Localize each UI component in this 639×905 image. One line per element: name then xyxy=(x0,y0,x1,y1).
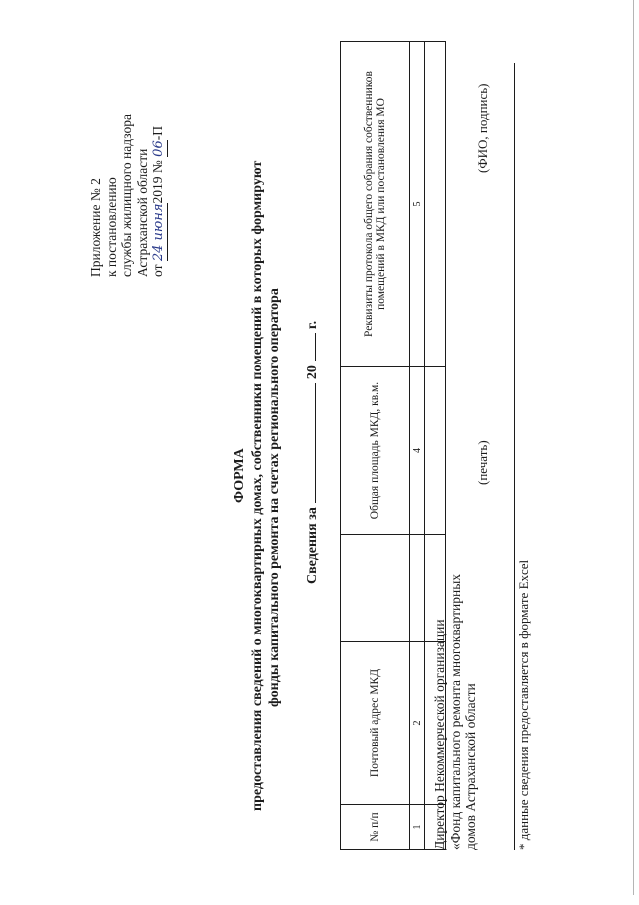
table-cell xyxy=(425,42,446,367)
table-header-row xyxy=(341,42,410,850)
table-cell xyxy=(425,367,446,535)
index-cell-2: 2 xyxy=(410,642,425,805)
period-line xyxy=(305,321,321,584)
form-subtitle-1: предоставления сведений о многоквартирных домах, собственники помещений в которых формируют xyxy=(250,160,265,811)
table-index-row xyxy=(410,42,425,850)
scan-edge-line xyxy=(633,0,634,895)
header-area: Общая площадь МКД, кв.м. xyxy=(341,367,410,535)
appendix-line-2: к постановлению xyxy=(103,177,119,277)
fio-signature-label: (ФИО, подпись) xyxy=(475,83,490,173)
header-address: Почтовый адрес МКД xyxy=(341,642,410,805)
form-subtitle-2: фонды капитального ремонта на счетах регионального оператора xyxy=(267,288,282,707)
period-prefix: Сведения за xyxy=(305,507,320,584)
form-title: ФОРМА xyxy=(232,448,247,503)
appendix-number-suffix: -П xyxy=(150,126,166,141)
period-suffix: г. xyxy=(305,320,320,330)
appendix-date-line xyxy=(150,114,168,277)
appendix-handwritten-number: 06 xyxy=(151,140,167,157)
period-year-prefix: 20 xyxy=(305,365,320,380)
index-cell-3 xyxy=(410,535,425,642)
appendix-handwritten-date: 24 июня xyxy=(151,203,167,262)
index-cell-5: 5 xyxy=(410,42,425,367)
appendix-year: 2019 № xyxy=(150,160,166,204)
director-line-2: «Фонд капитального ремонта многоквартирных xyxy=(447,573,463,850)
mkd-table xyxy=(340,41,446,850)
header-number: № п/п xyxy=(341,805,410,850)
index-cell-4: 4 xyxy=(410,367,425,535)
director-line-3: домов Астраханской области xyxy=(463,683,479,850)
index-cell-1: 1 xyxy=(410,805,425,850)
footnote-text: * данные сведения предоставляется в формате Excel xyxy=(516,559,531,850)
footnote-divider xyxy=(514,63,515,850)
director-line-1: Директор Некоммерческой организации xyxy=(432,619,447,850)
appendix-date-prefix: от xyxy=(150,264,166,277)
period-blank-field xyxy=(315,383,316,503)
director-signature-block xyxy=(432,574,479,850)
appendix-line-4: Астраханской области xyxy=(134,148,150,277)
header-empty xyxy=(341,535,410,642)
header-protocol: Реквизиты протокола общего собрания собственников помещений в МКД или постановления МО xyxy=(341,42,410,367)
appendix-line-3: службы жилищного надзора xyxy=(119,114,135,277)
seal-label: (печать) xyxy=(475,440,490,485)
appendix-line-1: Приложение № 2 xyxy=(88,178,103,277)
period-year-blank xyxy=(315,333,316,361)
appendix-block xyxy=(88,114,168,277)
